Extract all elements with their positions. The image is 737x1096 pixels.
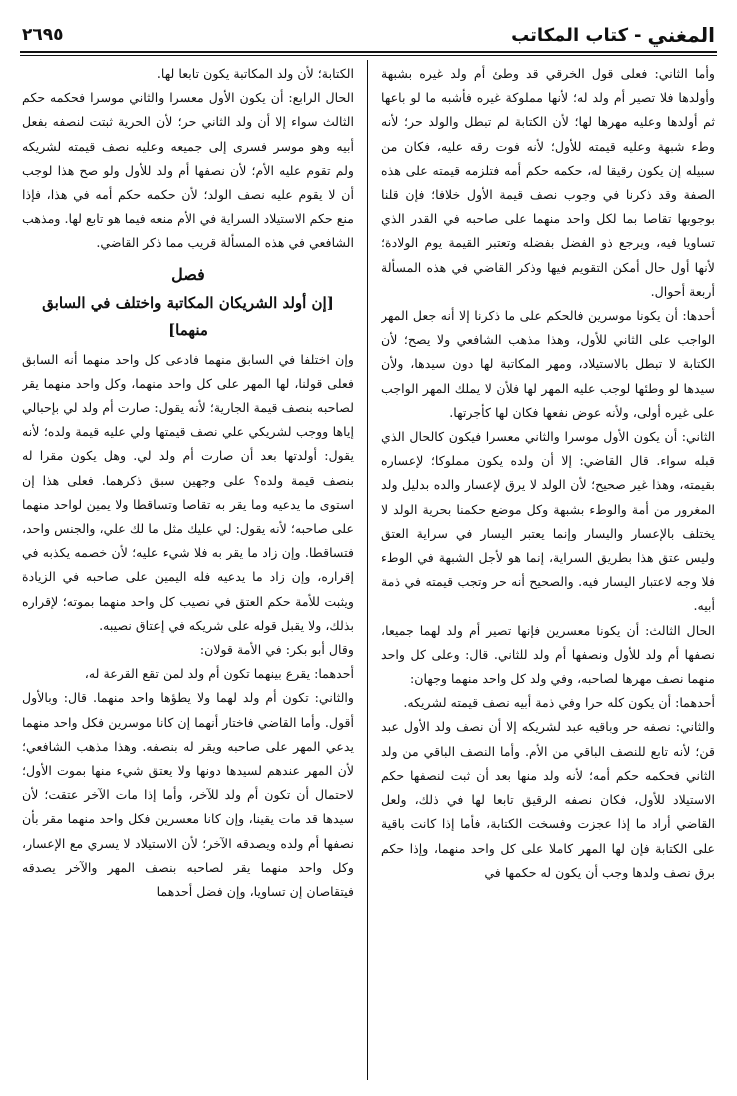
chapter-title: كتاب المكاتب <box>511 24 629 46</box>
paragraph: الحال الرابع: أن يكون الأول معسرا والثاني موسرا فحكمه حكم الثالث سواء إلا أن ولد الثاني حر؛ لأن الحرية ثبتت لنصفه بفعل أبيه وهو موسر فسرى إلى جميعه وعليه نصف قيمته لشريكه ولم تقوم عليه الأم؛ لأن نصفها أم ولد للأول ولو صح هذا لوجب أن لا يقوم عليه نصف الولد؛ لأن حكمه حكم أمه في هذا، فإذا منع حكم الاستيلاد السراية في الأم منعه فيما هو تابع لها. ومذهب الشافعي في هذه المسألة قريب مما ذكر القاضي. <box>22 90 354 251</box>
right-column <box>381 62 715 1086</box>
page-header <box>22 22 715 48</box>
column-divider <box>367 60 368 1080</box>
book-title: المغني <box>647 23 715 47</box>
header-rule <box>20 51 717 53</box>
paragraph: أحدها: أن يكونا موسرين فالحكم على ما ذكرنا إلا أنه جعل المهر الواجب على الثاني للأول، وهذا مذهب الشافعي ولا يصح؛ لأن الكتابة لا تبطل بالاستيلاد، ومهر المكاتبة لها دون سيدها، ولأن سيدها لو وطئها لوجب عليه المهر لها فلأن لا يملك المهر الواجب على غيره أولى، ولأنه عوض نفعها فكان لها كأجرتها. <box>381 308 715 420</box>
paragraph: الحال الثالث: أن يكونا معسرين فإنها تصير أم ولد لهما جميعا، نصفها أم ولد للأول ونصفها أم ولد للثاني. قال: وعلى كل واحد منهما نصف مهرها لصاحبه، وفي ولد كل واحد منهما وجهان: <box>381 622 715 687</box>
running-title <box>511 23 715 47</box>
page-number: ٢٦٩٥ <box>22 25 64 45</box>
paragraph: وإن اختلفا في السابق منهما فادعى كل واحد منهما أنه السابق فعلى قولنا، لها المهر على كل واحد منهما، وكل واحد منهما يقر لصاحبه بنصف قيمة الجارية؛ لأنه يقول: صارت أم ولد لي بإحبالي إياها ووجب لشريكي علي نصف قيمتها ولي عليه قيمة ولده؛ لأنه يقول: أولدتها بعد أن صارت أم ولد لي. وهل يكون مقرا له بنصف قيمة ولده؟ على وجهين سبق ذكرهما. فعلى هذا إن استوى ما يدعيه وما يقر به تقاصا وتساقطا ولا يمين لواحد منهما على صاحبه؛ لأنه يقول: لي عليك مثل ما لك علي، والجنس واحد، فتساقطا. وإن زاد ما يقر به فلا شيء عليه؛ لأن خصمه يكذبه في إقراره، وإن زاد ما يدعيه فله اليمين على صاحبه في الزيادة ويثبت للأمة حكم العتق في نصيب كل واحد منهما بموته؛ لإقراره بذلك، ولا يقبل قوله على شريكه في إعتاق نصيبه. <box>22 351 354 633</box>
paragraph: الكتابة؛ لأن ولد المكاتبة يكون تابعا لها. <box>156 66 354 81</box>
title-separator: - <box>634 24 642 46</box>
paragraph: الثاني: أن يكون الأول موسرا والثاني معسرا فيكون كالحال الذي قبله سواء. قال القاضي: إلا أن ولده يكون مملوكا؛ لإعساره بقيمته، وهذا غير صحيح؛ لأن الولد لا يرق لإعسار والده بدليل ولد المغرور من أمة والوطء بشبهة وكل موضع حكمنا بحرية الولد لا يختلف بالإعسار واليسار وإنما يعتبر اليسار في سراية العتق وليس عتق هذا بطريق السراية، إنما هو لأجل الشبهة في الوطء فلا وجه لاعتبار اليسار فيه. والصحيح أنه حر وتجب قيمته في ذمة أبيه. <box>381 429 715 614</box>
paragraph: والثاني: نصفه حر وباقيه عبد لشريكه إلا أن نصف ولد الأول عبد قن؛ لأنه تابع للنصف الباقي من الأم. وأما النصف الباقي من ولد الثاني فحكمه حكم أمه؛ لأنه ولد منها بعد أن ثبت لنصفها حكم الاستيلاد للأول، فكان نصفه الرقيق تابعا لها في ذلك، ولعل القاضي أراد ما إذا عجزت وفسخت الكتابة، فأما إذا كانت باقية على الكتابة فإن لها المهر كاملا على كل واحد منهما، وإذا حكم برق نصف ولدها وجب أن يكون له حكمها في <box>381 719 715 880</box>
paragraph: وأما الثاني: فعلى قول الخرقي قد وطئ أم ولد غيره بشبهة وأولدها فلا تصير أم ولد له؛ لأنها مملوكة غيره فأشبه ما لو باعها ثم أولدها وعليه مهرها لها؛ لأن الكتابة لم تبطل والولد حر؛ لأنه وطء شبهة وعليه قيمته للأول؛ لأنه فوت رقه عليه، فكان من سبيله إن يكون رقيقا له، حكمه حكم أمه فتلزمه قيمته على هذه الصفة وقد ذكرنا في وجوب نصف قيمة الأول خلافا؛ فإن قلنا بوجوبها تقاصا بما لكل واحد منهما على صاحبه في القدر الذي تساويا فيه، ويرجع ذو الفضل بفضله وتعتبر القيمة يوم الولادة؛ لأنها أول حال أمكن التقويم فيها وذكر القاضي في هذه المسألة أربعة أحوال. <box>381 66 715 299</box>
section-heading: فصل <box>171 264 205 284</box>
header-rule-thin <box>20 55 717 56</box>
left-column <box>22 62 354 1086</box>
paragraph: والثاني: تكون أم ولد لهما ولا يطؤها واحد منهما. قال: وبالأول أقول. وأما القاضي فاختار أنهما إن كانا موسرين فكل واحد منهما يدعي المهر على صاحبه ويقر له بنصفه. وهذا مذهب الشافعي؛ لأن المهر عندهم لسيدها دونها ولا يعتق شيء منها بموت الأول؛ لاحتمال أن تكون أم ولد للآخر، وأما إذا مات الآخر عتقت؛ لأن سيدها قد مات يقينا، وإن كانا معسرين فكل واحد منهما مقر بأن نصفها أم ولده ويصدقه الآخر؛ لأن الاستيلاد لا يسري مع الإعسار، وكل واحد منهما يقر لصاحبه بنصف المهر والآخر يصدقه فيتقاصان إن تساويا، وإن فضل أحدهما <box>22 690 354 900</box>
section-subheading: [إن أولد الشريكان المكاتبة واختلف في السابق منهما] <box>42 293 334 339</box>
paragraph: أحدهما: أن يكون كله حرا وفي ذمة أبيه نصف قيمته لشريكه. <box>403 695 715 711</box>
paragraph: أحدهما: يقرع بينهما تكون أم ولد لمن تقع القرعة له، <box>84 666 354 682</box>
paragraph: وقال أبو بكر: في الأمة قولان: <box>199 642 354 658</box>
